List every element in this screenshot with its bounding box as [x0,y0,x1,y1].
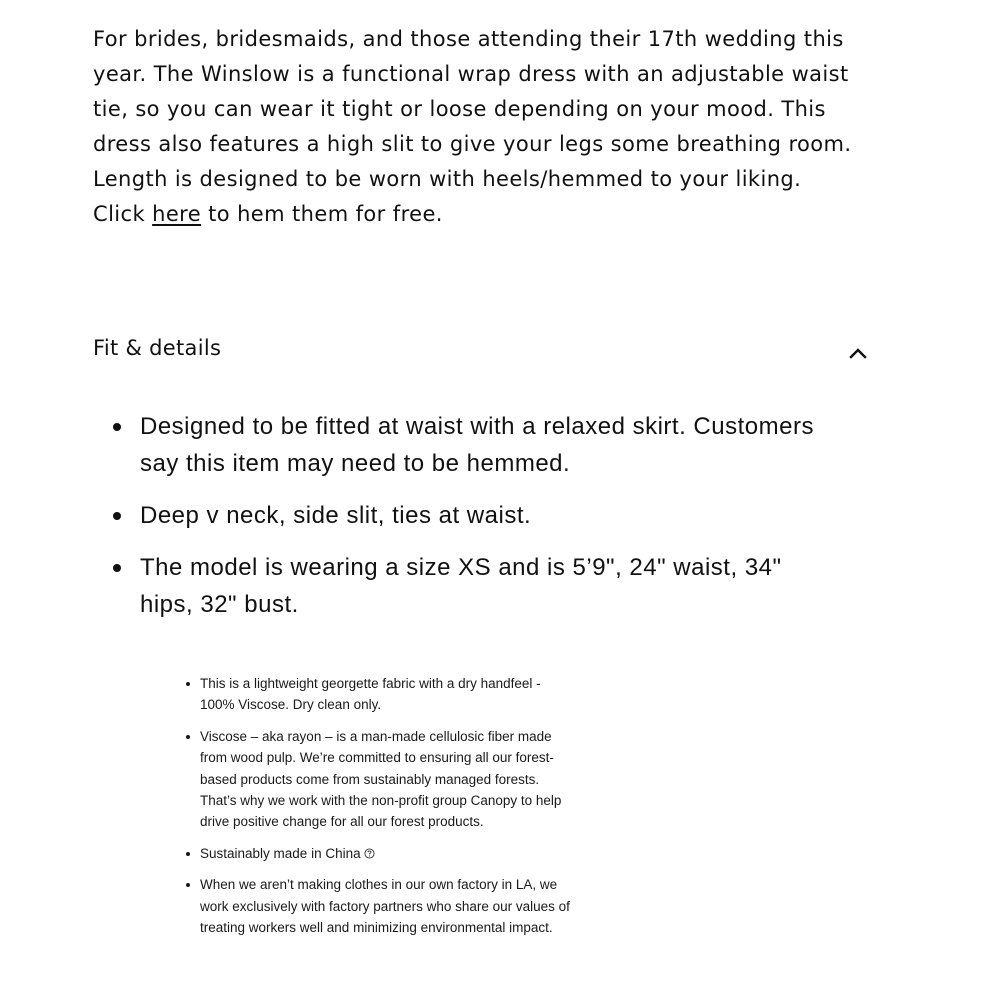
bullet-dot [113,512,121,520]
list-item-text: Deep v neck, side slit, ties at waist. [140,502,532,529]
list-item-text: hips, 32" bust. [140,591,299,618]
list-item-text: work exclusively with factory partners who share our values of [200,898,570,914]
product-description [93,22,893,232]
list-item-text: from wood pulp. We’re committed to ensuring all our forest- [200,750,554,766]
hem-info-line [93,197,893,232]
bullet-dot [113,423,121,431]
list-item [110,549,870,623]
fit-details-title: Fit & details [93,336,222,360]
list-item-text: Viscose – aka rayon – is a man-made cellulosic fiber made [200,728,552,744]
bullet-dot [186,735,190,739]
description-line: Length is designed to be worn with heels/hemmed to your liking. [93,167,802,191]
hem-here-link[interactable]: here [152,202,202,226]
click-prefix-text: Click [93,202,153,226]
list-item-text: This is a lightweight georgette fabric with a dry handfeel - [200,676,541,691]
fit-details-list [110,408,870,638]
list-item-text: The model is wearing a size XS and is 5’9", 24" waist, 34" [140,554,782,581]
bullet-dot [186,852,190,856]
list-item [110,408,870,482]
fabric-details-list [184,673,654,948]
list-item-text [200,843,654,864]
list-item-text: based products come from sustainably managed forests. [200,771,540,787]
list-item-text: say this item may need to be hemmed. [140,450,571,477]
list-item [110,497,870,534]
list-item [184,673,654,716]
bullet-dot [186,682,190,686]
list-item-text: 100% Viscose. Dry clean only. [200,697,382,713]
info-icon[interactable] [364,848,375,859]
chevron-up-icon[interactable] [847,342,869,364]
bullet-dot [186,883,190,887]
click-suffix-text: to hem them for free. [201,202,443,226]
list-item-text: That’s why we work with the non-profit group Canopy to help [200,793,562,809]
list-item-text: Designed to be fitted at waist with a relaxed skirt. Customers [140,413,814,440]
description-line: dress also features a high slit to give your legs some breathing room. [93,132,852,156]
list-item-text: treating workers well and minimizing environmental impact. [200,920,553,936]
description-line: year. The Winslow is a functional wrap dress with an adjustable waist [93,62,849,86]
sustainably-made-text: Sustainably made in China [200,845,361,861]
bullet-dot [113,564,121,572]
list-item [184,874,654,938]
list-item [184,843,654,864]
list-item [184,726,654,833]
description-line: tie, so you can wear it tight or loose depending on your mood. This [93,97,826,121]
list-item-text: drive positive change for all our forest products. [200,814,484,830]
fit-details-accordion-header[interactable] [93,332,873,372]
description-line: For brides, bridesmaids, and those attending their 17th wedding this [93,27,844,51]
list-item-text: When we aren’t making clothes in our own factory in LA, we [200,877,558,893]
